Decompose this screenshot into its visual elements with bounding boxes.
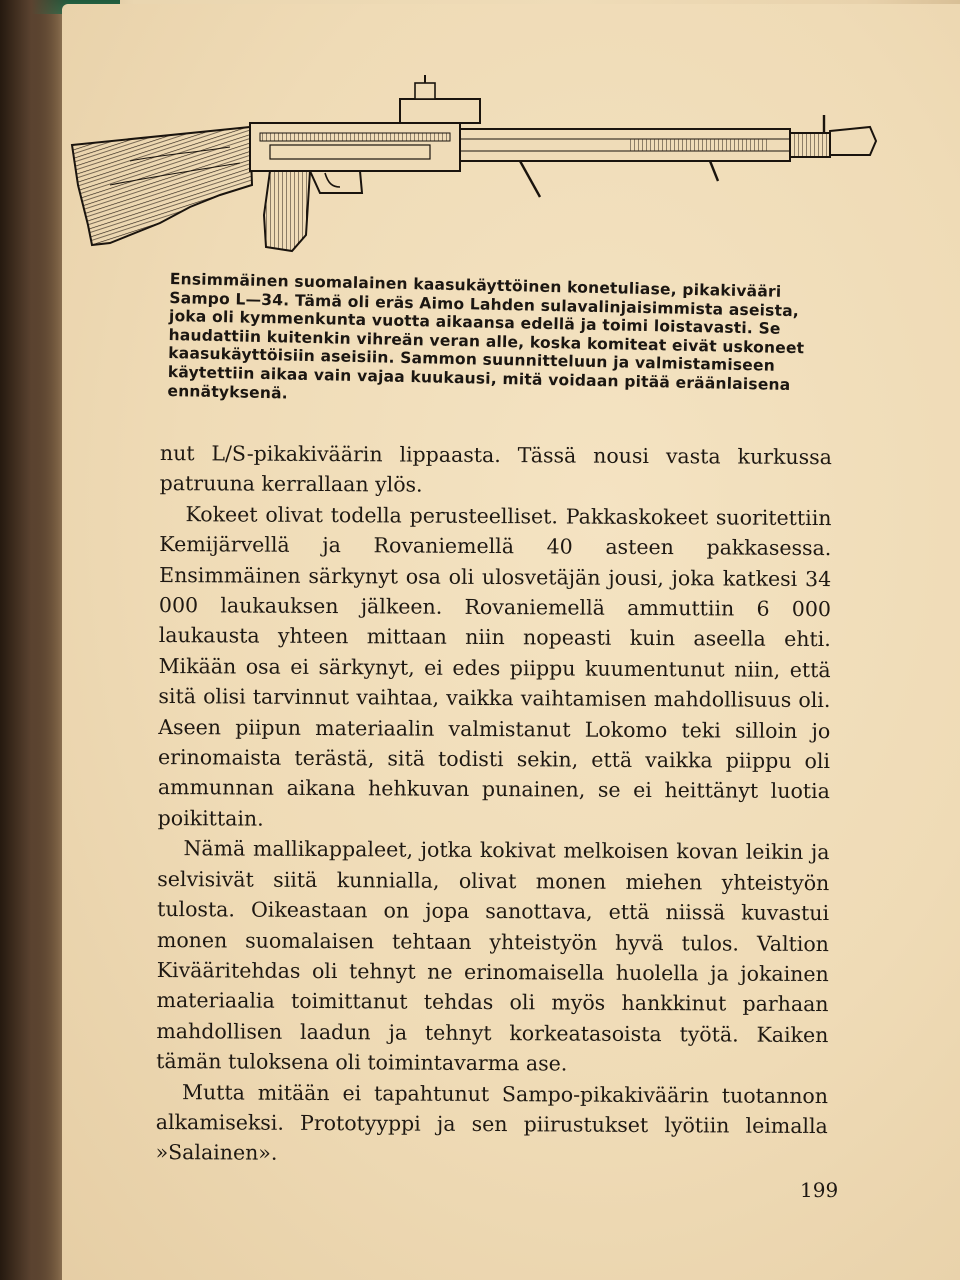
body-text [156,438,832,1172]
muzzle-device [830,127,876,155]
figure-caption: Ensimmäinen suomalainen kaasukäyttöinen konetuliase, pikakivääri Sampo L—34. Tämä oli eräs Aimo Lahden sulavalinjaisimmista aseista, joka oli kymmenkunta vuotta aikaansa edellä ja toimi loistavasti. Se haudattiin kuitenkin vihreän veran alle, koska komiteat eivät uskoneet kaasukäyttöisiin aseisiin. Sammon suunnitteluun ja valmistamiseen käytettiin aikaa vain vajaa kuukausi, mitä voidaan pitää eräänlaisena ennätyksenä. [167,270,805,403]
rifle-stock [72,127,252,245]
pistol-grip [264,171,310,251]
paragraph: Kokeet olivat todella perusteelliset. Pakkaskokeet suoritettiin Kemijärvellä ja Rovaniemellä 40 asteen pakkasessa. Ensimmäinen särkynyt osa oli ulosvetäjän jousi, joka katkesi 34 000 laukauksen jälkeen. Rovaniemellä ammuttiin 6 000 laukausta yhteen mittaan niin nopeasti kuin aseella ehti. Mikään osa ei särkynyt, ei edes piippu kuumentunut niin, että sitä olisi tarvinnut vaihtaa, vaikka vaihtamisen mahdollisuus oli. Aseen piipun materiaalin valmistanut Lokomo teki silloin jo erinomaista terästä, sitä todisti sekin, että vaikka piippu oli ammunnan aikana hehkuvan punainen, se ei heittänyt luotia poikittain. [157,501,832,831]
paragraph: Nämä mallikappaleet, jotka kokivat melkoisen kovan leikin ja selvisivät siitä kunnialla, olivat monen miehen yhteistyön tulosta. Oikeastaan on jopa sanottava, että niissä kuvastui monen suomalaisen tehtaan yhteistyön hyvä tulos. Valtion Kivääritehdas oli tehnyt ne erinomaisella huolella ja jokainen materiaalia toimittanut tehdas oli myös hankkinut parhaan mahdollisen laadun ja tehnyt korkeatasoista työtä. Kaiken tämän tuloksena oli toimintavarma ase. [156,836,830,1076]
receiver [250,123,460,171]
machine-gun-illustration [70,75,880,255]
page-number: 199 [800,1178,839,1202]
paragraph: nut L/S-pikakiväärin lippaasta. Tässä nousi vasta kurkussa patruuna kerrallaan ylös. [159,440,832,498]
paragraph: Mutta mitään ei tapahtunut Sampo-pikakiväärin tuotannon alkamiseksi. Prototyyppi ja sen piirustukset lyötiin leimalla »Salainen». [155,1079,829,1166]
binding-shadow [0,0,70,1280]
